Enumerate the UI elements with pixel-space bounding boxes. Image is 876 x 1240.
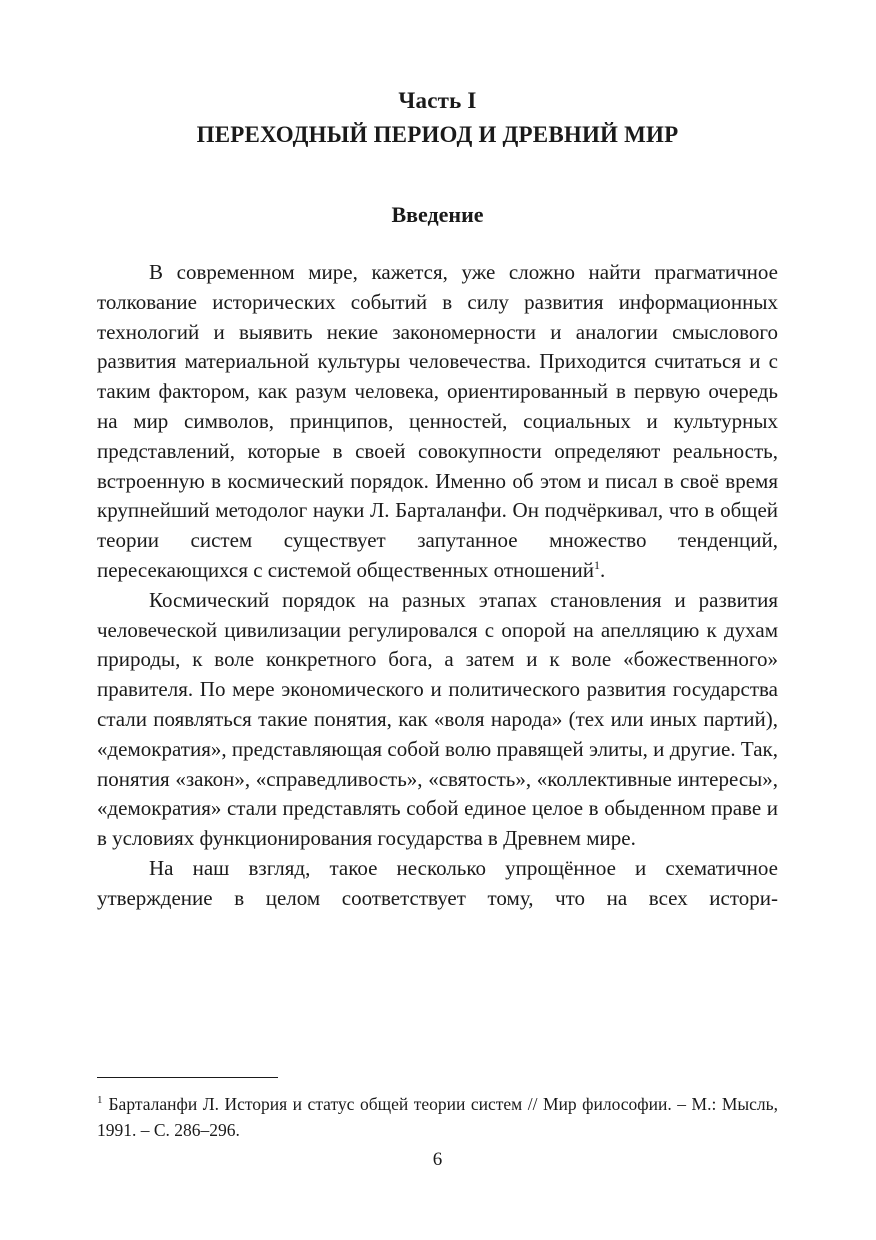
paragraph-text: На наш взгляд, такое несколько упрощённое и схематичное утверждение в целом соответствует тому, что на всех истори-: [97, 855, 778, 910]
footnote-mark: 1: [97, 1094, 103, 1107]
paragraph-end: .: [599, 557, 606, 582]
footnote-reference[interactable]: 1: [593, 557, 600, 572]
paragraph: [97, 586, 778, 854]
footnote: [97, 1091, 778, 1143]
footnote-divider: [97, 1077, 278, 1078]
page-number: 6: [432, 1149, 443, 1170]
footnote-text: Барталанфи Л. История и статус общей теории систем // Мир философии. – М.: Мысль, 1991. – С. 286–296.: [97, 1094, 778, 1140]
body-text: [97, 258, 778, 914]
paragraph-text: Космический порядок на разных этапах становления и развития человеческой цивилизации регулировался с опорой на апелляцию к духам природы, к воле конкретного бога, а затем и к воле «божественного» правителя. По мере экономического и политического развития государства стали появляться такие понятия, как «воля народа» (тех или иных партий), «демократия», представляющая собой волю правящей элиты, и другие. Так, понятия «закон», «справедливость», «святость», «коллективные интересы», «демократия» стали представлять собой единое целое в обыденном праве и в условиях функционирования государства в Древнем мире.: [97, 587, 778, 851]
part-title: ПЕРЕХОДНЫЙ ПЕРИОД И ДРЕВНИЙ МИР: [196, 122, 679, 147]
part-label: Часть I: [398, 88, 477, 113]
paragraph: [97, 854, 778, 914]
section-title: Введение: [391, 202, 484, 227]
paragraph: [97, 258, 778, 586]
book-page: [97, 0, 778, 1240]
paragraph-text: В современном мире, кажется, уже сложно найти прагматичное толкование исторических событий в силу развития информационных технологий и выявить некие закономерности и аналогии смыслового развития материальной культуры человечества. Приходится считаться и с таким фактором, как разум человека, ориентированный в первую очередь на мир символов, принципов, ценностей, социальных и культурных представлений, которые в своей совокупности определяют реальность, встроенную в космический порядок. Именно об этом и писал в своё время крупнейший методолог науки Л. Барталанфи. Он подчёркивал, что в общей теории систем существует запутанное множество тенденций, пересекающихся с системой общественных отношений: [97, 260, 778, 582]
